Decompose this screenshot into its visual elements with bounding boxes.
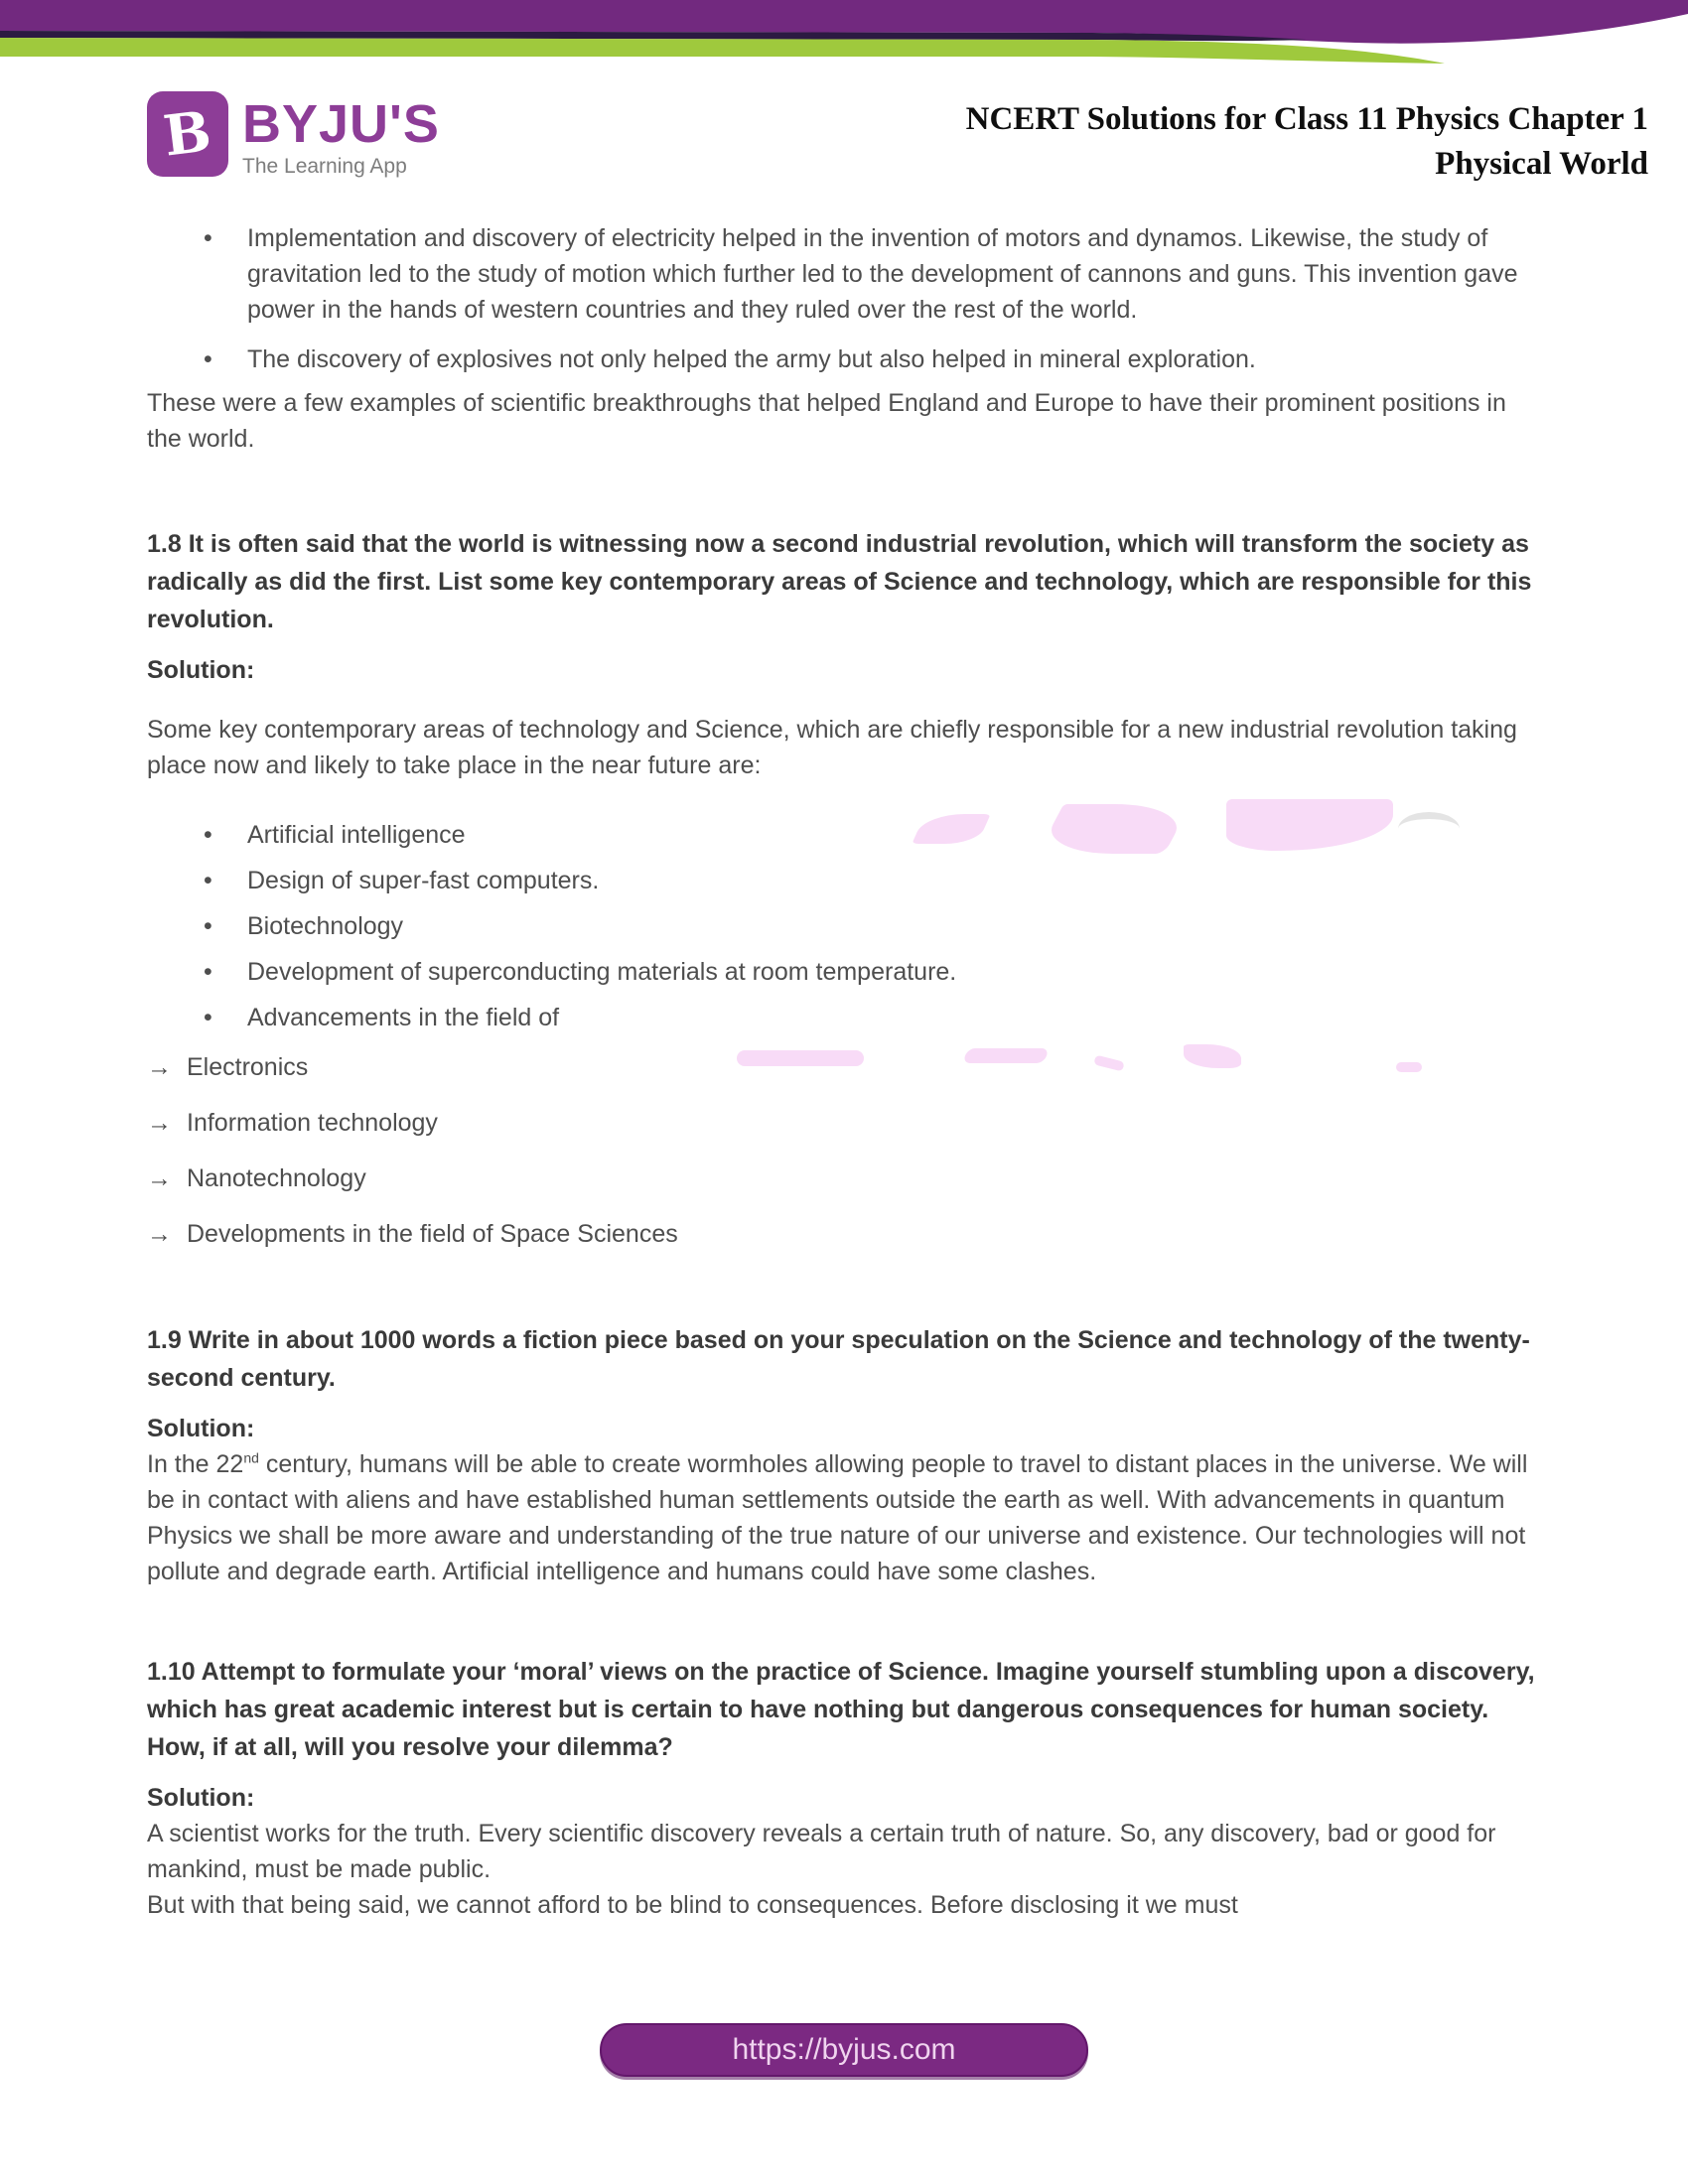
q8-solution-intro: Some key contemporary areas of technology and Science, which are chiefly responsible for a new industrial revolution taking place now and likely to take place in the near future are:: [147, 716, 1517, 779]
page-title-line-1: NCERT Solutions for Class 11 Physics Chapter 1: [965, 101, 1648, 137]
arrow-item-text: Nanotechnology: [187, 1164, 366, 1192]
list-item-text: Advancements in the field of: [247, 1004, 560, 1031]
intro-bullet-list: [147, 220, 1541, 377]
arrow-list-item: [147, 1049, 1541, 1085]
page-title-line-2: Physical World: [1435, 146, 1648, 182]
ordinal-superscript: nd: [243, 1449, 259, 1466]
solution-label: Solution:: [147, 656, 255, 684]
arrow-icon: →: [147, 1053, 172, 1081]
list-item-text: The discovery of explosives not only helped the army but also helped in mineral exploration.: [247, 345, 1256, 373]
q10-solution-paragraph-2: But with that being said, we cannot afford to be blind to consequences. Before disclosing it we must: [147, 1891, 1238, 1919]
brand-tagline: The Learning App: [242, 155, 407, 178]
arrow-item-text: Information technology: [187, 1109, 438, 1137]
list-item: [147, 863, 1541, 898]
bullet-icon: •: [204, 867, 212, 894]
solution-label: Solution:: [147, 1784, 255, 1812]
arrow-item-text: Developments in the field of Space Sciences: [187, 1220, 678, 1248]
bullet-icon: •: [204, 345, 212, 373]
footer: [0, 2023, 1688, 2077]
bullet-icon: •: [204, 1004, 212, 1031]
content: [147, 0, 1541, 1923]
bullet-icon: •: [204, 821, 212, 849]
logo-b-glyph: B: [160, 98, 215, 170]
arrow-icon: →: [147, 1109, 172, 1137]
footer-url-text: https://byjus.com: [732, 2033, 956, 2066]
list-item-text: Design of super-fast computers.: [247, 867, 600, 894]
list-item: [147, 341, 1541, 377]
bullet-icon: •: [204, 958, 212, 986]
question-1-8: 1.8 It is often said that the world is witnessing now a second industrial revolution, which will transform the society as radically as did the first. List some key contemporary areas of Science and technology, which are responsible for this revolution.: [147, 530, 1532, 633]
arrow-list-item: [147, 1160, 1541, 1196]
arrow-list-item: [147, 1216, 1541, 1252]
list-item: [147, 1000, 1541, 1035]
intro-note: These were a few examples of scientific breakthroughs that helped England and Europe to have their prominent positions in the world.: [147, 389, 1506, 453]
q9-text-after: century, humans will be able to create wormholes allowing people to travel to distant places in the universe. We will be in contact with aliens and have established human settlements outside the earth as well. With advancements in quantum Physics we shall be more aware and understanding of the true nature of our universe and existence. Our technologies will not pollute and degrade earth. Artificial intelligence and humans could have some clashes.: [147, 1450, 1528, 1585]
arrow-item-text: Electronics: [187, 1053, 309, 1081]
q9-solution-text: [147, 1446, 1541, 1589]
q10-solution-paragraph-1: A scientist works for the truth. Every scientific discovery reveals a certain truth of nature. So, any discovery, bad or good for mankind, must be made public.: [147, 1820, 1496, 1883]
technology-bullet-list: [147, 817, 1541, 1035]
question-1-9: 1.9 Write in about 1000 words a fiction piece based on your speculation on the Science and technology of the twenty-second century.: [147, 1326, 1530, 1392]
list-item: [147, 817, 1541, 853]
bullet-icon: •: [204, 224, 212, 252]
list-item-text: Development of superconducting materials at room temperature.: [247, 958, 957, 986]
arrow-list: [147, 1049, 1541, 1252]
list-item: [147, 954, 1541, 990]
arrow-icon: →: [147, 1164, 172, 1192]
arrow-list-item: [147, 1105, 1541, 1141]
footer-url-link[interactable]: [600, 2023, 1088, 2077]
list-item: [147, 908, 1541, 944]
question-1-10: 1.10 Attempt to formulate your ‘moral’ views on the practice of Science. Imagine yourself stumbling upon a discovery, which has great academic interest but is certain to have nothing but dangerous consequences for human society. How, if at all, will you resolve your dilemma?: [147, 1658, 1535, 1761]
list-item-text: Biotechnology: [247, 912, 404, 940]
list-item-text: Implementation and discovery of electricity helped in the invention of motors and dynamos. Likewise, the study of gravitation led to the study of motion which further led to the development of cannons and guns. This invention gave power in the hands of western countries and they ruled over the rest of the world.: [247, 224, 1518, 324]
list-item: [147, 220, 1541, 328]
q9-text-before: In the 22: [147, 1450, 244, 1478]
arrow-icon: →: [147, 1220, 172, 1248]
brand-name: BYJU'S: [242, 94, 440, 154]
solution-label: Solution:: [147, 1415, 255, 1442]
list-item-text: Artificial intelligence: [247, 821, 466, 849]
bullet-icon: •: [204, 912, 212, 940]
